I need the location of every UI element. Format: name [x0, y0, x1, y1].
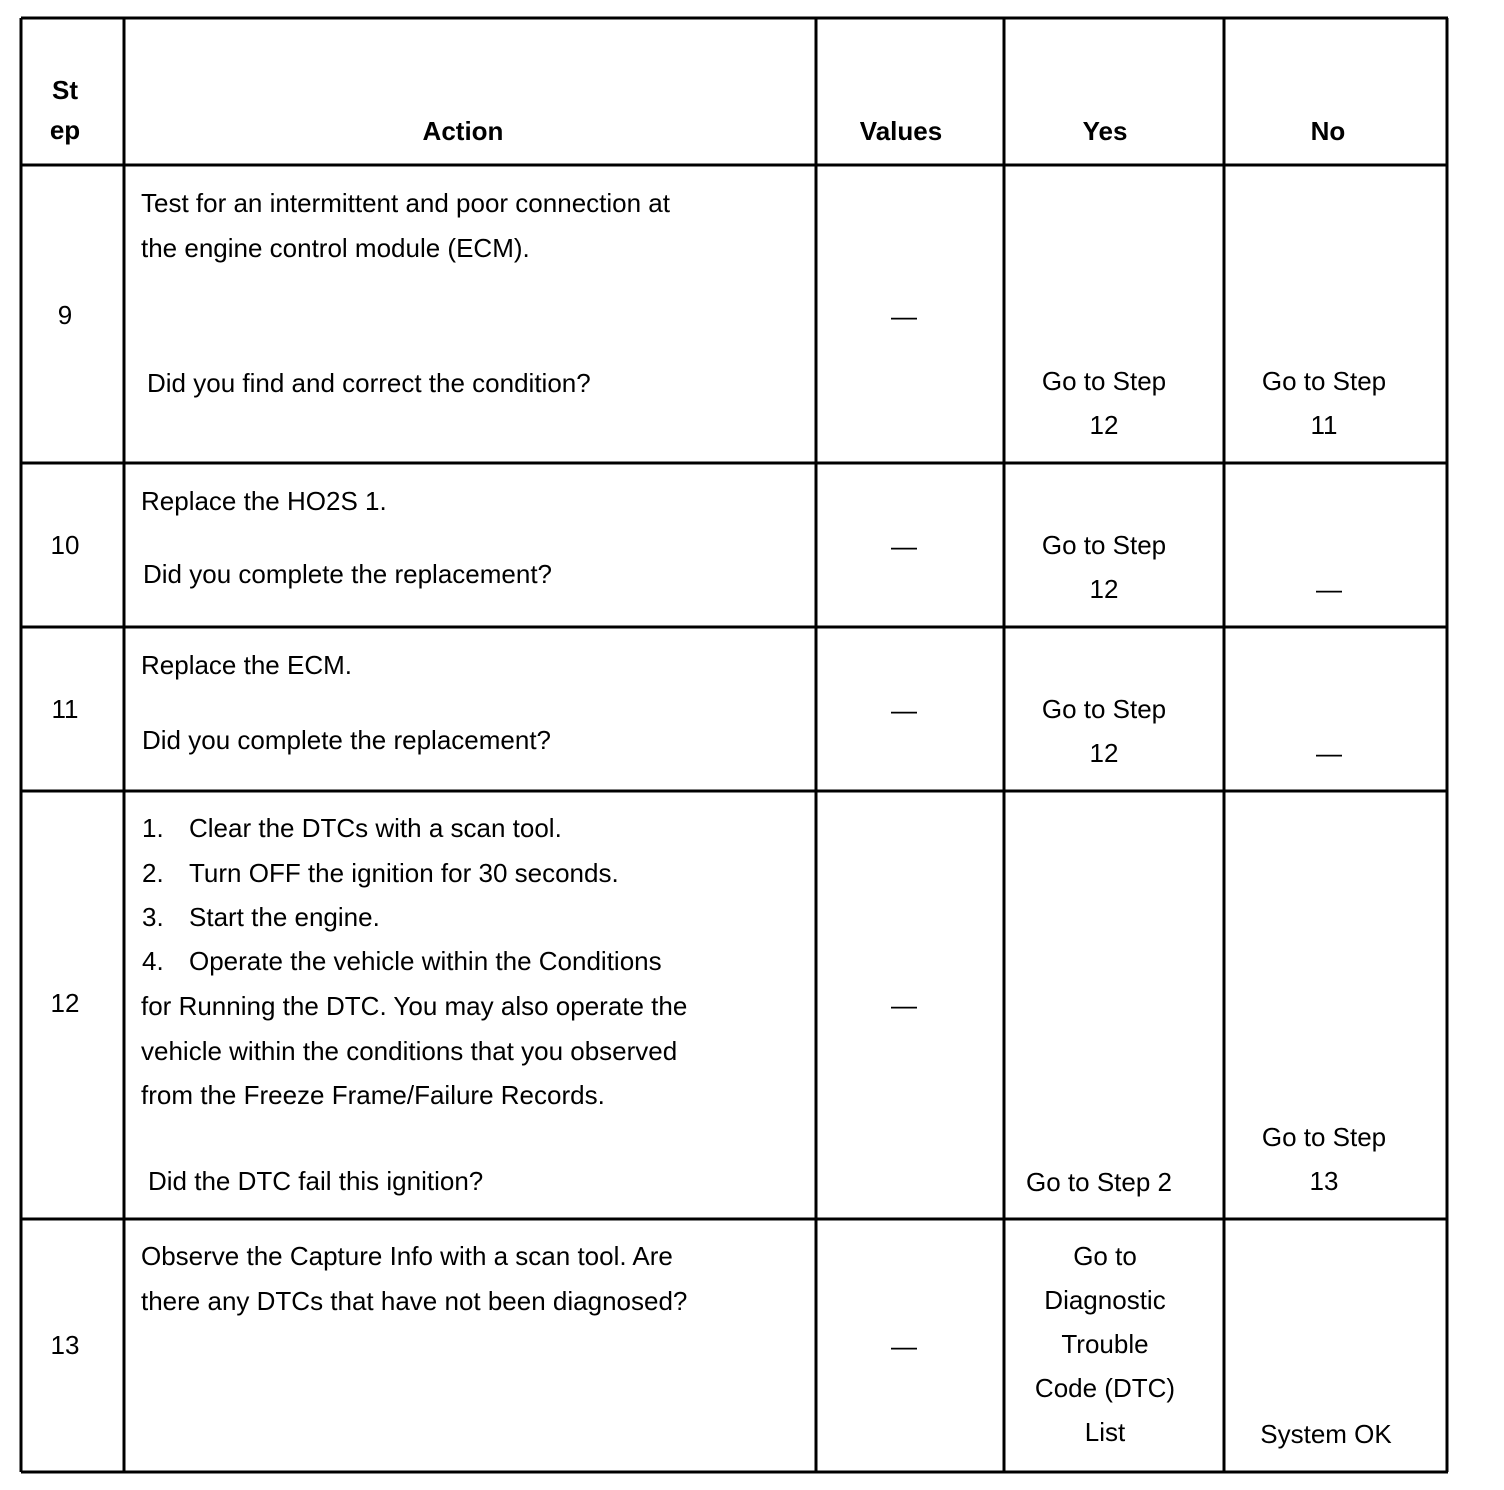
action-question: Did the DTC fail this ignition?: [148, 1166, 484, 1196]
step-number: 9: [57, 300, 73, 330]
yes-go-to-step: Go to Step 12: [1041, 366, 1167, 440]
no-go-to-step: Go to Step 11: [1261, 366, 1387, 440]
action-text: Replace the HO2S 1.: [141, 486, 387, 516]
no-dash: —: [1316, 574, 1342, 604]
list-item: 2. Turn OFF the ignition for 30 seconds.: [142, 858, 619, 888]
list-item: 1. Clear the DTCs with a scan tool.: [142, 813, 562, 843]
action-text: Observe the Capture Info with a scan tool. Are: [141, 1241, 673, 1271]
action-text: there any DTCs that have not been diagnosed?: [141, 1286, 688, 1316]
no-system-ok: System OK: [1260, 1419, 1392, 1449]
header-step-line2: ep: [49, 115, 81, 145]
values-dash: —: [891, 1331, 917, 1361]
action-text: for Running the DTC. You may also operate the: [141, 991, 688, 1021]
no-go-to-step: Go to Step 13: [1261, 1122, 1387, 1196]
header-step-line1: St: [52, 75, 78, 105]
header-yes: Yes: [1082, 116, 1128, 146]
step-number: 11: [51, 694, 79, 724]
values-dash: —: [891, 531, 917, 561]
action-text: the engine control module (ECM).: [141, 233, 530, 263]
action-text: from the Freeze Frame/Failure Records.: [141, 1080, 605, 1110]
list-item: 4. Operate the vehicle within the Conditions: [142, 946, 662, 976]
header-step: [22, 70, 108, 150]
action-question: Did you complete the replacement?: [143, 559, 553, 589]
action-text: vehicle within the conditions that you observed: [141, 1036, 678, 1066]
values-dash: —: [891, 301, 917, 331]
step-number: 13: [50, 1330, 80, 1360]
values-dash: —: [891, 695, 917, 725]
action-text: Replace the ECM.: [141, 650, 352, 680]
yes-go-to-dtc-list: Go to Diagnostic Trouble Code (DTC) List: [1034, 1241, 1176, 1447]
header-values: Values: [859, 116, 943, 146]
action-text: Test for an intermittent and poor connection at: [141, 188, 670, 218]
header-no: No: [1310, 116, 1346, 146]
no-dash: —: [1316, 738, 1342, 768]
header-action: Action: [422, 116, 504, 146]
action-question: Did you complete the replacement?: [142, 725, 552, 755]
values-dash: —: [891, 990, 917, 1020]
yes-go-to-step: Go to Step 2: [1026, 1167, 1172, 1197]
list-item: 3. Start the engine.: [142, 902, 380, 932]
yes-go-to-step: Go to Step 12: [1041, 530, 1167, 604]
step-number: 12: [50, 988, 80, 1018]
action-question: Did you find and correct the condition?: [147, 368, 591, 398]
step-number: 10: [50, 530, 80, 560]
yes-go-to-step: Go to Step 12: [1041, 694, 1167, 768]
